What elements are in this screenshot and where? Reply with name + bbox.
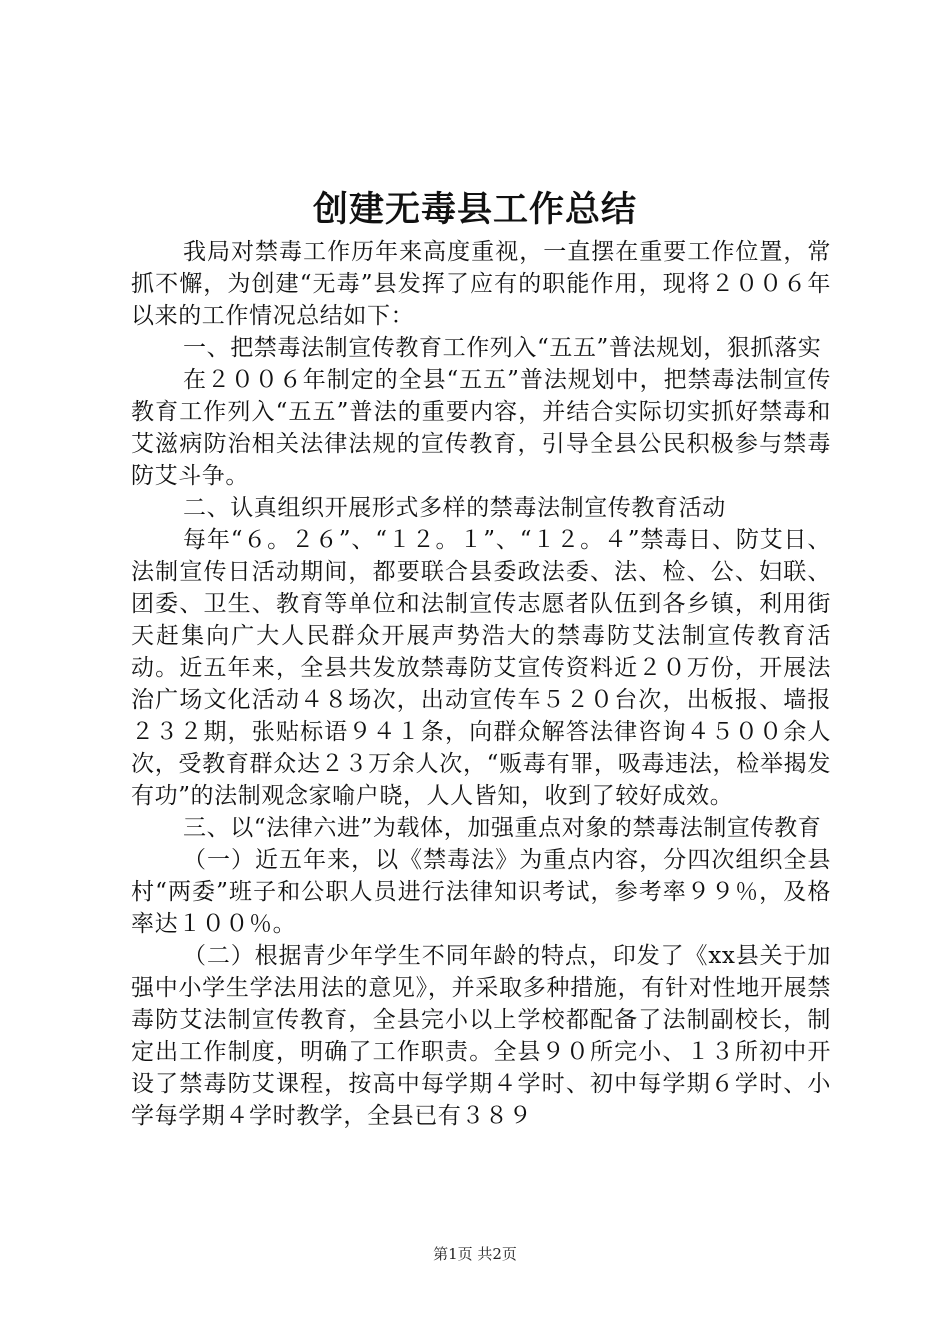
section-1-paragraph: 在２００６年制定的全县“五五”普法规划中，把禁毒法制宣传教育工作列入“五五”普法的重要内容，并结合实际切实抓好禁毒和艾滋病防治相关法律法规的宣传教育，引导全县公民积极参与禁毒防艾斗争。 [131, 367, 831, 489]
intro-paragraph: 我局对禁毒工作历年来高度重视，一直摆在重要工作位置，常抓不懈，为创建“无毒”县发挥了应有的职能作用，现将２００６年以来的工作情况总结如下： [131, 239, 831, 329]
section-3-item-1: （一）近五年来，以《禁毒法》为重点内容，分四次组织全县村“两委”班子和公职人员进行法律知识考试，参考率９９％，及格率达１００％。 [131, 847, 831, 937]
document-title: 创建无毒县工作总结 [312, 189, 637, 230]
section-3-item-2: （二）根据青少年学生不同年龄的特点，印发了《xx县关于加强中小学生学法用法的意见》，并采取多种措施，有针对性地开展禁毒防艾法制宣传教育，全县完小以上学校都配备了法制副校长，制定出工作制度，明确了工作职责。全县９０所完小、１３所初中开设了禁毒防艾课程，按高中每学期４学时、初中每学期６学时、小学每学期４学时教学，全县已有３８９ [131, 943, 831, 1129]
section-2-paragraph: 每年“６。２６”、“１２。１”、“１２。４”禁毒日、防艾日、法制宣传日活动期间，都要联合县委政法委、法、检、公、妇联、团委、卫生、教育等单位和法制宣传志愿者队伍到各乡镇，利用街天赶集向广大人民群众开展声势浩大的禁毒防艾法制宣传教育活动。近五年来，全县共发放禁毒防艾宣传资料近２０万份，开展法治广场文化活动４８场次，出动宣传车５２０台次，出板报、墙报２３２期，张贴标语９４１条，向群众解答法律咨询４５００余人次，受教育群众达２３万余人次，“贩毒有罪，吸毒违法，检举揭发有功”的法制观念家喻户晓，人人皆知，收到了较好成效。 [131, 527, 831, 809]
section-heading-1: 一、把禁毒法制宣传教育工作列入“五五”普法规划，狠抓落实 [183, 335, 822, 361]
section-heading-3: 三、以“法律六进”为载体，加强重点对象的禁毒法制宣传教育 [183, 815, 822, 841]
page-number-footer: 第1页 共2页 [433, 1245, 517, 1263]
section-heading-2: 二、认真组织开展形式多样的禁毒法制宣传教育活动 [183, 495, 726, 521]
document-body [131, 236, 831, 1132]
